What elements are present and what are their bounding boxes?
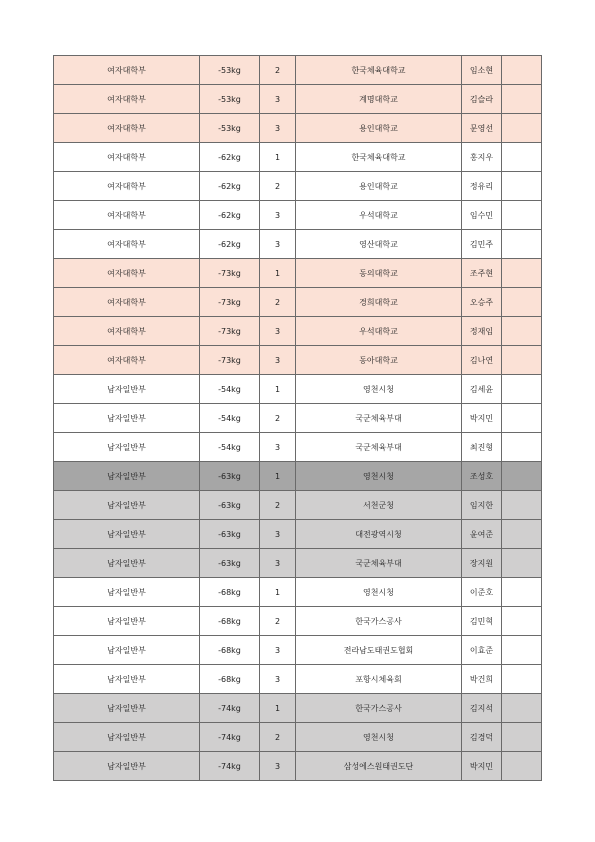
team-cell: 국군체육부대 (296, 549, 462, 578)
weight-class-cell: -54kg (200, 404, 260, 433)
team-cell: 영천시청 (296, 723, 462, 752)
empty-cell (502, 143, 542, 172)
empty-cell (502, 288, 542, 317)
team-cell: 영천시청 (296, 375, 462, 404)
division-cell: 남자일반부 (54, 375, 200, 404)
table-row (54, 694, 542, 723)
weight-class-cell: -68kg (200, 636, 260, 665)
rank-cell: 3 (260, 201, 296, 230)
table-row (54, 85, 542, 114)
rank-cell: 3 (260, 520, 296, 549)
division-cell: 여자대학부 (54, 288, 200, 317)
athlete-name-cell: 문영선 (462, 114, 502, 143)
division-cell: 남자일반부 (54, 636, 200, 665)
empty-cell (502, 317, 542, 346)
athlete-name-cell: 오승주 (462, 288, 502, 317)
rank-cell: 3 (260, 433, 296, 462)
empty-cell (502, 404, 542, 433)
division-cell: 남자일반부 (54, 462, 200, 491)
empty-cell (502, 665, 542, 694)
table-row (54, 230, 542, 259)
rank-cell: 2 (260, 172, 296, 201)
athlete-name-cell: 정유리 (462, 172, 502, 201)
table-row (54, 56, 542, 85)
team-cell: 용인대학교 (296, 114, 462, 143)
athlete-name-cell: 조주현 (462, 259, 502, 288)
team-cell: 용인대학교 (296, 172, 462, 201)
division-cell: 여자대학부 (54, 259, 200, 288)
athlete-name-cell: 김나연 (462, 346, 502, 375)
weight-class-cell: -73kg (200, 346, 260, 375)
table-row (54, 259, 542, 288)
athlete-name-cell: 조성호 (462, 462, 502, 491)
empty-cell (502, 607, 542, 636)
empty-cell (502, 346, 542, 375)
weight-class-cell: -74kg (200, 694, 260, 723)
athlete-name-cell: 김민혁 (462, 607, 502, 636)
weight-class-cell: -73kg (200, 288, 260, 317)
table-row (54, 143, 542, 172)
athlete-name-cell: 임소현 (462, 56, 502, 85)
table-row (54, 520, 542, 549)
division-cell: 남자일반부 (54, 578, 200, 607)
empty-cell (502, 375, 542, 404)
team-cell: 한국가스공사 (296, 607, 462, 636)
table-row (54, 636, 542, 665)
rank-cell: 1 (260, 375, 296, 404)
rank-cell: 3 (260, 549, 296, 578)
athlete-name-cell: 윤여준 (462, 520, 502, 549)
table-row (54, 433, 542, 462)
team-cell: 영천시청 (296, 462, 462, 491)
weight-class-cell: -73kg (200, 259, 260, 288)
rank-cell: 1 (260, 462, 296, 491)
weight-class-cell: -73kg (200, 317, 260, 346)
table-row (54, 404, 542, 433)
table-row (54, 317, 542, 346)
rank-cell: 2 (260, 723, 296, 752)
weight-class-cell: -68kg (200, 607, 260, 636)
division-cell: 여자대학부 (54, 317, 200, 346)
division-cell: 여자대학부 (54, 56, 200, 85)
weight-class-cell: -63kg (200, 549, 260, 578)
athlete-name-cell: 이효준 (462, 636, 502, 665)
weight-class-cell: -63kg (200, 462, 260, 491)
team-cell: 동의대학교 (296, 259, 462, 288)
empty-cell (502, 56, 542, 85)
empty-cell (502, 491, 542, 520)
team-cell: 영산대학교 (296, 230, 462, 259)
division-cell: 남자일반부 (54, 491, 200, 520)
empty-cell (502, 201, 542, 230)
division-cell: 남자일반부 (54, 433, 200, 462)
team-cell: 한국체육대학교 (296, 56, 462, 85)
rank-cell: 2 (260, 404, 296, 433)
team-cell: 영천시청 (296, 578, 462, 607)
empty-cell (502, 172, 542, 201)
division-cell: 여자대학부 (54, 143, 200, 172)
athlete-name-cell: 김슬라 (462, 85, 502, 114)
division-cell: 여자대학부 (54, 230, 200, 259)
athlete-name-cell: 박지민 (462, 404, 502, 433)
table-row (54, 607, 542, 636)
division-cell: 여자대학부 (54, 201, 200, 230)
table-row (54, 578, 542, 607)
table-row (54, 201, 542, 230)
athlete-name-cell: 임지한 (462, 491, 502, 520)
division-cell: 남자일반부 (54, 549, 200, 578)
rank-cell: 3 (260, 665, 296, 694)
rank-cell: 2 (260, 288, 296, 317)
team-cell: 전라남도태권도협회 (296, 636, 462, 665)
athlete-name-cell: 정재임 (462, 317, 502, 346)
empty-cell (502, 723, 542, 752)
weight-class-cell: -54kg (200, 375, 260, 404)
team-cell: 동아대학교 (296, 346, 462, 375)
rank-cell: 3 (260, 317, 296, 346)
team-cell: 서천군청 (296, 491, 462, 520)
weight-class-cell: -54kg (200, 433, 260, 462)
division-cell: 남자일반부 (54, 665, 200, 694)
athlete-name-cell: 박건희 (462, 665, 502, 694)
team-cell: 한국가스공사 (296, 694, 462, 723)
division-cell: 남자일반부 (54, 723, 200, 752)
table-row (54, 172, 542, 201)
athlete-name-cell: 김세윤 (462, 375, 502, 404)
table-row (54, 665, 542, 694)
table-row (54, 375, 542, 404)
division-cell: 여자대학부 (54, 346, 200, 375)
empty-cell (502, 636, 542, 665)
rank-cell: 2 (260, 491, 296, 520)
athlete-name-cell: 장지원 (462, 549, 502, 578)
table-row (54, 346, 542, 375)
team-cell: 계명대학교 (296, 85, 462, 114)
team-cell: 우석대학교 (296, 201, 462, 230)
team-cell: 한국체육대학교 (296, 143, 462, 172)
weight-class-cell: -53kg (200, 85, 260, 114)
rank-cell: 3 (260, 114, 296, 143)
division-cell: 남자일반부 (54, 752, 200, 781)
empty-cell (502, 520, 542, 549)
team-cell: 포항시체육회 (296, 665, 462, 694)
empty-cell (502, 578, 542, 607)
empty-cell (502, 752, 542, 781)
division-cell: 남자일반부 (54, 607, 200, 636)
table-row (54, 723, 542, 752)
team-cell: 국군체육부대 (296, 433, 462, 462)
weight-class-cell: -62kg (200, 230, 260, 259)
weight-class-cell: -63kg (200, 491, 260, 520)
athlete-name-cell: 홍지우 (462, 143, 502, 172)
team-cell: 삼성에스원태권도단 (296, 752, 462, 781)
weight-class-cell: -74kg (200, 752, 260, 781)
rank-cell: 2 (260, 607, 296, 636)
empty-cell (502, 114, 542, 143)
empty-cell (502, 230, 542, 259)
table-row (54, 462, 542, 491)
team-cell: 우석대학교 (296, 317, 462, 346)
rank-cell: 3 (260, 85, 296, 114)
rank-cell: 2 (260, 56, 296, 85)
rank-cell: 3 (260, 636, 296, 665)
weight-class-cell: -68kg (200, 665, 260, 694)
weight-class-cell: -68kg (200, 578, 260, 607)
table-row (54, 114, 542, 143)
results-table-body (54, 56, 542, 781)
rank-cell: 3 (260, 752, 296, 781)
division-cell: 여자대학부 (54, 114, 200, 143)
weight-class-cell: -53kg (200, 56, 260, 85)
rank-cell: 1 (260, 694, 296, 723)
division-cell: 여자대학부 (54, 172, 200, 201)
weight-class-cell: -63kg (200, 520, 260, 549)
table-row (54, 549, 542, 578)
team-cell: 경희대학교 (296, 288, 462, 317)
rank-cell: 1 (260, 578, 296, 607)
athlete-name-cell: 김경덕 (462, 723, 502, 752)
empty-cell (502, 259, 542, 288)
athlete-name-cell: 박지민 (462, 752, 502, 781)
athlete-name-cell: 이준호 (462, 578, 502, 607)
athlete-name-cell: 김민주 (462, 230, 502, 259)
team-cell: 국군체육부대 (296, 404, 462, 433)
rank-cell: 3 (260, 230, 296, 259)
division-cell: 남자일반부 (54, 520, 200, 549)
athlete-name-cell: 최진형 (462, 433, 502, 462)
team-cell: 대전광역시청 (296, 520, 462, 549)
table-row (54, 288, 542, 317)
division-cell: 여자대학부 (54, 85, 200, 114)
athlete-name-cell: 임수민 (462, 201, 502, 230)
weight-class-cell: -62kg (200, 201, 260, 230)
weight-class-cell: -53kg (200, 114, 260, 143)
weight-class-cell: -74kg (200, 723, 260, 752)
rank-cell: 1 (260, 143, 296, 172)
empty-cell (502, 694, 542, 723)
division-cell: 남자일반부 (54, 404, 200, 433)
empty-cell (502, 433, 542, 462)
empty-cell (502, 549, 542, 578)
table-row (54, 491, 542, 520)
rank-cell: 1 (260, 259, 296, 288)
empty-cell (502, 462, 542, 491)
results-table (53, 55, 542, 781)
weight-class-cell: -62kg (200, 143, 260, 172)
division-cell: 남자일반부 (54, 694, 200, 723)
athlete-name-cell: 김지석 (462, 694, 502, 723)
rank-cell: 3 (260, 346, 296, 375)
table-row (54, 752, 542, 781)
empty-cell (502, 85, 542, 114)
weight-class-cell: -62kg (200, 172, 260, 201)
